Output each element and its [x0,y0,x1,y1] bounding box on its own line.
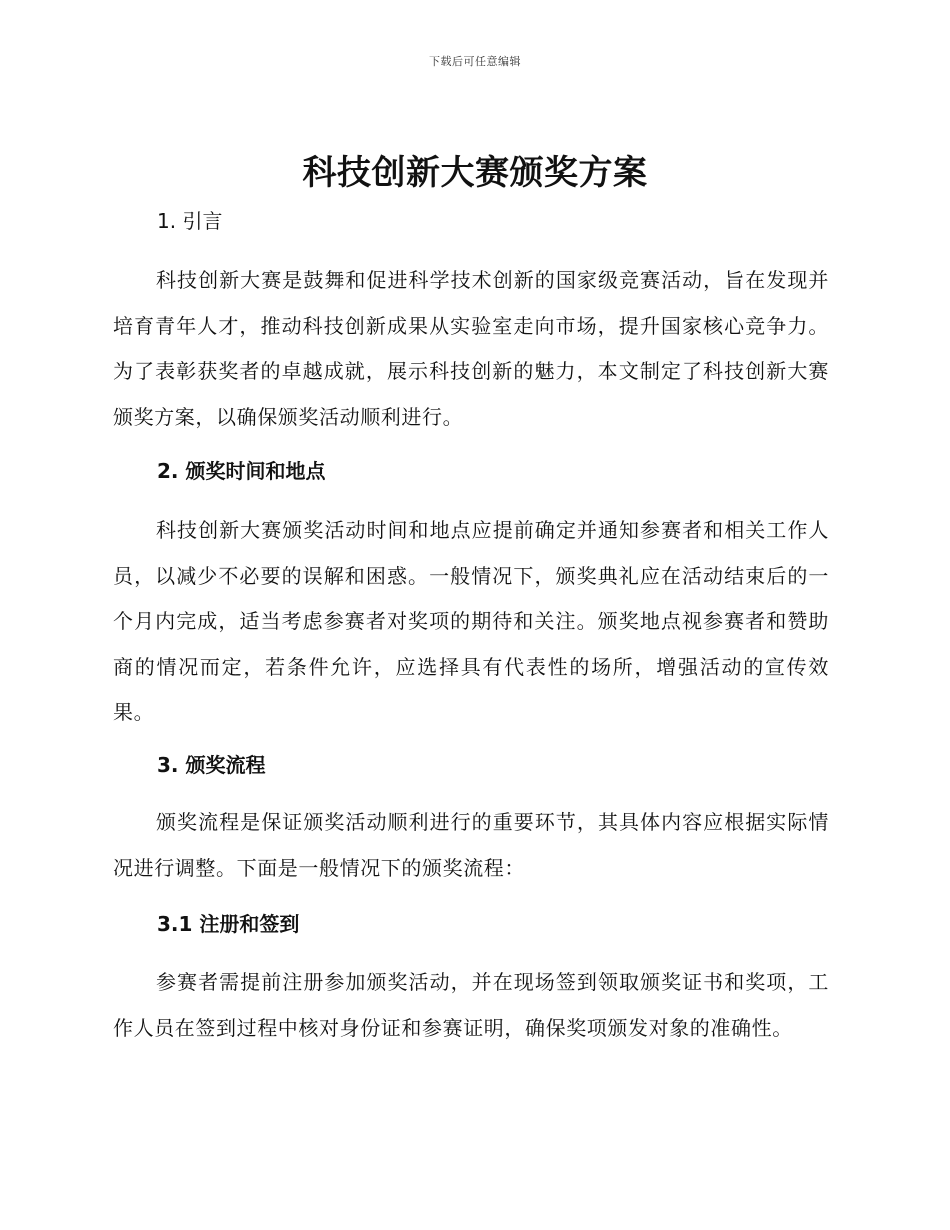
section-paragraph-process: 颁奖流程是保证颁奖活动顺利进行的重要环节，其具体内容应根据实际情况进行调整。下面是一般情况下的颁奖流程： [113,810,829,880]
section-heading-registration: 3.1 注册和签到 [157,912,300,936]
header-note: 下载后可任意编辑 [429,55,521,68]
section-heading-process: 3. 颁奖流程 [157,753,266,777]
section-heading-intro: 1. 引言 [157,209,223,233]
document-title: 科技创新大赛颁奖方案 [302,153,648,193]
section-paragraph-registration: 参赛者需提前注册参加颁奖活动，并在现场签到领取颁奖证书和奖项，工作人员在签到过程中核对身份证和参赛证明，确保奖项颁发对象的准确性。 [113,970,829,1040]
section-heading-time-location: 2. 颁奖时间和地点 [157,459,326,483]
section-paragraph-time-location: 科技创新大赛颁奖活动时间和地点应提前确定并通知参赛者和相关工作人员，以减少不必要的误解和困惑。一般情况下，颁奖典礼应在活动结束后的一个月内完成，适当考虑参赛者对奖项的期待和关注。颁奖地点视参赛者和赞助商的情况而定，若条件允许，应选择具有代表性的场所，增强活动的宣传效果。 [113,518,829,724]
section-paragraph-intro: 科技创新大赛是鼓舞和促进科学技术创新的国家级竞赛活动，旨在发现并培育青年人才，推动科技创新成果从实验室走向市场，提升国家核心竞争力。为了表彰获奖者的卓越成就，展示科技创新的魅力，本文制定了科技创新大赛颁奖方案，以确保颁奖活动顺利进行。 [113,268,829,429]
